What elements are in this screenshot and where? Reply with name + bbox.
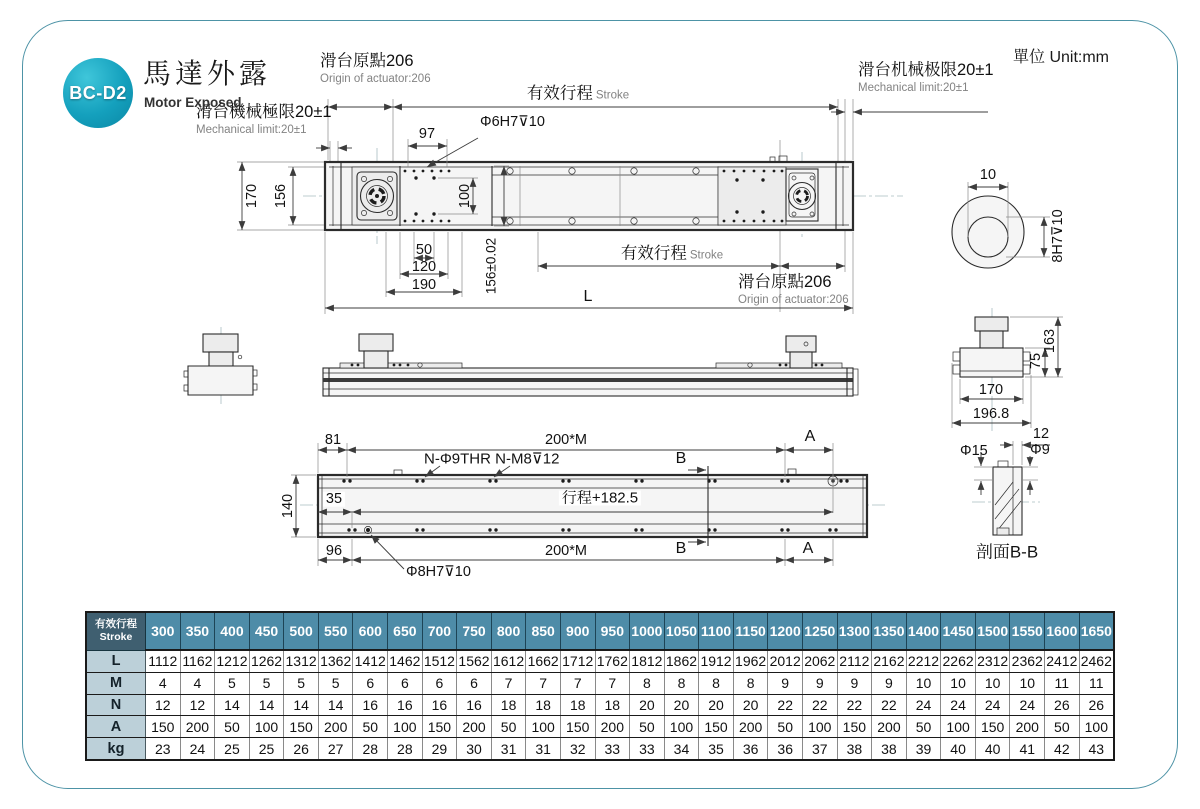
table-cell: 50	[768, 716, 803, 738]
table-cell: 24	[975, 694, 1010, 716]
stroke-header-cell: 1650	[1079, 612, 1114, 650]
dim-140-label: 140	[279, 493, 296, 519]
table-cell: 1612	[491, 650, 526, 672]
table-cell: 1162	[180, 650, 215, 672]
table-cell: 24	[906, 694, 941, 716]
table-cell: 10	[906, 672, 941, 694]
dim-75-label: 75	[1027, 352, 1044, 370]
table-cell: 9	[872, 672, 907, 694]
section-bb-title: 剖面B-B	[975, 542, 1039, 562]
table-cell: 8	[664, 672, 699, 694]
table-cell: 40	[975, 738, 1010, 760]
table-row	[86, 650, 1114, 672]
hole-callout-phi8: Φ8H7⊽10	[406, 563, 471, 580]
stroke-header-cell: 400	[215, 612, 250, 650]
row-header-cell: kg	[86, 738, 146, 760]
table-cell: 38	[837, 738, 872, 760]
table-cell: 14	[249, 694, 284, 716]
table-cell: 1812	[630, 650, 665, 672]
dim-163-label: 163	[1041, 328, 1058, 354]
table-cell: 7	[491, 672, 526, 694]
table-cell: 22	[802, 694, 837, 716]
stroke-header-cell: 600	[353, 612, 388, 650]
stroke-header-cell: 1600	[1045, 612, 1080, 650]
table-cell: 6	[457, 672, 492, 694]
table-cell: 37	[802, 738, 837, 760]
side-view	[323, 334, 858, 396]
shaft-detail-view	[952, 182, 1050, 268]
table-cell: 39	[906, 738, 941, 760]
stroke-header-cell: 1550	[1010, 612, 1045, 650]
table-cell: 6	[353, 672, 388, 694]
spec-table-wrap	[85, 611, 1115, 761]
dim-156-tol-label: 156±0.02	[483, 237, 499, 295]
table-cell: 4	[180, 672, 215, 694]
table-cell: 150	[975, 716, 1010, 738]
mech-limit-right-label: 滑台机械极限20±1 Mechanical limit:20±1	[858, 61, 994, 94]
table-cell: 200	[180, 716, 215, 738]
table-cell: 30	[457, 738, 492, 760]
stroke-header-cell: 1200	[768, 612, 803, 650]
table-cell: 23	[146, 738, 181, 760]
row-header-cell: N	[86, 694, 146, 716]
stroke-header-cell: 700	[422, 612, 457, 650]
table-cell: 5	[318, 672, 353, 694]
table-cell: 10	[1010, 672, 1045, 694]
dim-97-label: 97	[418, 125, 436, 142]
table-cell: 18	[560, 694, 595, 716]
table-cell: 200	[733, 716, 768, 738]
dim-156-label: 156	[272, 183, 289, 209]
table-cell: 32	[560, 738, 595, 760]
table-cell: 31	[526, 738, 561, 760]
table-cell: 6	[422, 672, 457, 694]
table-cell: 50	[215, 716, 250, 738]
table-row	[86, 738, 1114, 760]
stroke-header-cell: 1300	[837, 612, 872, 650]
origin-label-top-left: 滑台原點206 Origin of actuator:206	[320, 52, 431, 85]
table-cell: 10	[975, 672, 1010, 694]
table-cell: 42	[1045, 738, 1080, 760]
table-cell: 100	[802, 716, 837, 738]
table-cell: 200	[872, 716, 907, 738]
table-header-row	[86, 612, 1114, 650]
table-cell: 1262	[249, 650, 284, 672]
table-cell: 9	[837, 672, 872, 694]
row-header-cell: M	[86, 672, 146, 694]
table-cell: 200	[457, 716, 492, 738]
stroke-label-mid: 有效行程 Stroke	[618, 246, 726, 263]
table-cell: 1962	[733, 650, 768, 672]
dim-120-label: 120	[411, 258, 437, 275]
table-cell: 41	[1010, 738, 1045, 760]
dim-96-label: 96	[325, 542, 343, 559]
table-cell: 5	[249, 672, 284, 694]
stroke-header-cell: 1150	[733, 612, 768, 650]
table-cell: 2262	[941, 650, 976, 672]
table-cell: 50	[1045, 716, 1080, 738]
dim-10-label: 10	[979, 166, 997, 183]
table-cell: 50	[630, 716, 665, 738]
table-cell: 100	[526, 716, 561, 738]
stroke-header-cell: 1350	[872, 612, 907, 650]
page-title: 馬達外露	[143, 58, 272, 89]
row-header-cell: L	[86, 650, 146, 672]
table-cell: 25	[249, 738, 284, 760]
table-cell: 36	[768, 738, 803, 760]
table-cell: 2112	[837, 650, 872, 672]
table-row	[86, 694, 1114, 716]
table-cell: 150	[284, 716, 319, 738]
table-cell: 150	[560, 716, 595, 738]
table-cell: 100	[941, 716, 976, 738]
table-cell: 2012	[768, 650, 803, 672]
table-cell: 28	[353, 738, 388, 760]
dim-phi15-label: Φ15	[960, 442, 988, 459]
table-cell: 38	[872, 738, 907, 760]
table-cell: 1412	[353, 650, 388, 672]
stroke-header-cell: 1050	[664, 612, 699, 650]
table-cell: 8	[733, 672, 768, 694]
table-cell: 2162	[872, 650, 907, 672]
table-cell: 18	[526, 694, 561, 716]
table-cell: 50	[906, 716, 941, 738]
dim-50-label: 50	[415, 241, 433, 258]
stroke-header-cell: 800	[491, 612, 526, 650]
table-cell: 26	[284, 738, 319, 760]
table-cell: 1312	[284, 650, 319, 672]
stroke-header-cell: 550	[318, 612, 353, 650]
table-cell: 150	[837, 716, 872, 738]
stroke-header-cell: 350	[180, 612, 215, 650]
table-cell: 16	[353, 694, 388, 716]
table-cell: 1462	[388, 650, 423, 672]
table-cell: 50	[353, 716, 388, 738]
table-cell: 10	[941, 672, 976, 694]
table-cell: 1112	[146, 650, 181, 672]
motor-end-view-small	[184, 327, 257, 404]
unit-label: 單位 Unit:mm	[1013, 49, 1110, 66]
table-cell: 1362	[318, 650, 353, 672]
table-cell: 2462	[1079, 650, 1114, 672]
table-cell: 200	[595, 716, 630, 738]
table-cell: 29	[422, 738, 457, 760]
table-cell: 7	[595, 672, 630, 694]
stroke-header-cell: 300	[146, 612, 181, 650]
table-cell: 26	[1079, 694, 1114, 716]
table-cell: 2062	[802, 650, 837, 672]
table-cell: 35	[699, 738, 734, 760]
table-cell: 12	[180, 694, 215, 716]
table-cell: 9	[768, 672, 803, 694]
stroke-header-cell: 1100	[699, 612, 734, 650]
table-row	[86, 716, 1114, 738]
table-cell: 1712	[560, 650, 595, 672]
table-cell: 7	[560, 672, 595, 694]
page-subtitle: Motor Exposed	[144, 95, 242, 110]
table-cell: 50	[491, 716, 526, 738]
stroke-header-cell: 1450	[941, 612, 976, 650]
label-a-bottom: A	[802, 540, 814, 557]
table-cell: 1912	[699, 650, 734, 672]
hole-callout-n-phi9: N-Φ9THR N-M8⊽12	[424, 450, 560, 468]
model-badge	[63, 58, 133, 128]
table-cell: 27	[318, 738, 353, 760]
table-cell: 12	[146, 694, 181, 716]
label-a-top: A	[804, 428, 816, 445]
stroke-header-cell: 1250	[802, 612, 837, 650]
dim-170-end-label: 170	[978, 381, 1004, 398]
table-cell: 200	[1010, 716, 1045, 738]
table-cell: 11	[1079, 672, 1114, 694]
stroke-header-cell: 750	[457, 612, 492, 650]
table-cell: 16	[422, 694, 457, 716]
table-cell: 100	[664, 716, 699, 738]
table-cell: 7	[526, 672, 561, 694]
table-cell: 16	[457, 694, 492, 716]
table-cell: 26	[1045, 694, 1080, 716]
table-cell: 20	[630, 694, 665, 716]
table-cell: 1662	[526, 650, 561, 672]
dim-190-label: 190	[411, 276, 437, 293]
table-cell: 24	[941, 694, 976, 716]
table-cell: 200	[318, 716, 353, 738]
dim-81-label: 81	[324, 431, 342, 448]
table-cell: 31	[491, 738, 526, 760]
stroke-header-cell: 950	[595, 612, 630, 650]
row-header-cell: A	[86, 716, 146, 738]
table-cell: 33	[630, 738, 665, 760]
table-cell: 5	[284, 672, 319, 694]
dim-100-label: 100	[456, 183, 473, 209]
table-cell: 4	[146, 672, 181, 694]
table-cell: 33	[595, 738, 630, 760]
table-cell: 25	[215, 738, 250, 760]
stroke-corner-cell: 有效行程 Stroke	[86, 612, 146, 650]
table-cell: 20	[664, 694, 699, 716]
table-cell: 18	[491, 694, 526, 716]
mech-limit-left-label: 滑台機械極限20±1 Mechanical limit:20±1	[196, 103, 332, 136]
spec-table	[85, 611, 1115, 761]
model-badge-label: BC-D2	[69, 82, 127, 103]
table-cell: 8	[630, 672, 665, 694]
stroke-header-cell: 850	[526, 612, 561, 650]
table-cell: 16	[388, 694, 423, 716]
dim-phi9-label: Φ9	[1030, 441, 1050, 458]
table-cell: 9	[802, 672, 837, 694]
table-cell: 100	[249, 716, 284, 738]
label-b-bottom: B	[675, 540, 687, 557]
stroke-header-cell: 1400	[906, 612, 941, 650]
stroke-header-cell: 900	[560, 612, 595, 650]
table-cell: 8	[699, 672, 734, 694]
table-cell: 18	[595, 694, 630, 716]
table-cell: 24	[180, 738, 215, 760]
table-cell: 28	[388, 738, 423, 760]
table-cell: 14	[284, 694, 319, 716]
table-cell: 24	[1010, 694, 1045, 716]
table-cell: 5	[215, 672, 250, 694]
table-cell: 150	[699, 716, 734, 738]
table-cell: 40	[941, 738, 976, 760]
label-b-top: B	[675, 450, 687, 467]
dim-200m-bottom-label: 200*M	[545, 542, 587, 559]
table-cell: 1512	[422, 650, 457, 672]
stroke-label-top: 有效行程 Stroke	[526, 84, 630, 103]
table-cell: 22	[872, 694, 907, 716]
table-cell: 150	[422, 716, 457, 738]
table-cell: 1862	[664, 650, 699, 672]
table-cell: 22	[837, 694, 872, 716]
dim-170-label: 170	[243, 183, 260, 209]
table-cell: 20	[733, 694, 768, 716]
table-cell: 2212	[906, 650, 941, 672]
stroke-plus-label: 行程+182.5	[559, 491, 641, 506]
table-cell: 1762	[595, 650, 630, 672]
dim-200m-top-label: 200*M	[545, 431, 587, 448]
dim-12-label: 12	[1032, 425, 1050, 442]
table-cell: 2412	[1045, 650, 1080, 672]
stroke-header-cell: 500	[284, 612, 319, 650]
top-plan-view	[237, 99, 988, 314]
hole-callout-phi6: Φ6H7⊽10	[480, 113, 545, 130]
table-cell: 14	[215, 694, 250, 716]
table-cell: 14	[318, 694, 353, 716]
table-cell: 20	[699, 694, 734, 716]
dim-196-8-label: 196.8	[972, 405, 1010, 422]
stroke-header-cell: 1000	[630, 612, 665, 650]
table-cell: 1212	[215, 650, 250, 672]
table-row	[86, 672, 1114, 694]
table-cell: 11	[1045, 672, 1080, 694]
stroke-header-cell: 650	[388, 612, 423, 650]
dim-35-label: 35	[323, 492, 345, 507]
table-cell: 22	[768, 694, 803, 716]
stroke-header-cell: 450	[249, 612, 284, 650]
table-cell: 100	[388, 716, 423, 738]
table-cell: 34	[664, 738, 699, 760]
table-cell: 100	[1079, 716, 1114, 738]
table-cell: 1562	[457, 650, 492, 672]
bore-callout-8h7: 8H7⊽10	[1049, 209, 1066, 263]
origin-label-mid-right: 滑台原點206 Origin of actuator:206	[738, 273, 849, 306]
stroke-header-cell: 1500	[975, 612, 1010, 650]
table-cell: 36	[733, 738, 768, 760]
table-cell: 2362	[1010, 650, 1045, 672]
table-cell: 6	[388, 672, 423, 694]
table-cell: 150	[146, 716, 181, 738]
table-cell: 43	[1079, 738, 1114, 760]
table-cell: 2312	[975, 650, 1010, 672]
dim-L-label: L	[583, 288, 593, 305]
